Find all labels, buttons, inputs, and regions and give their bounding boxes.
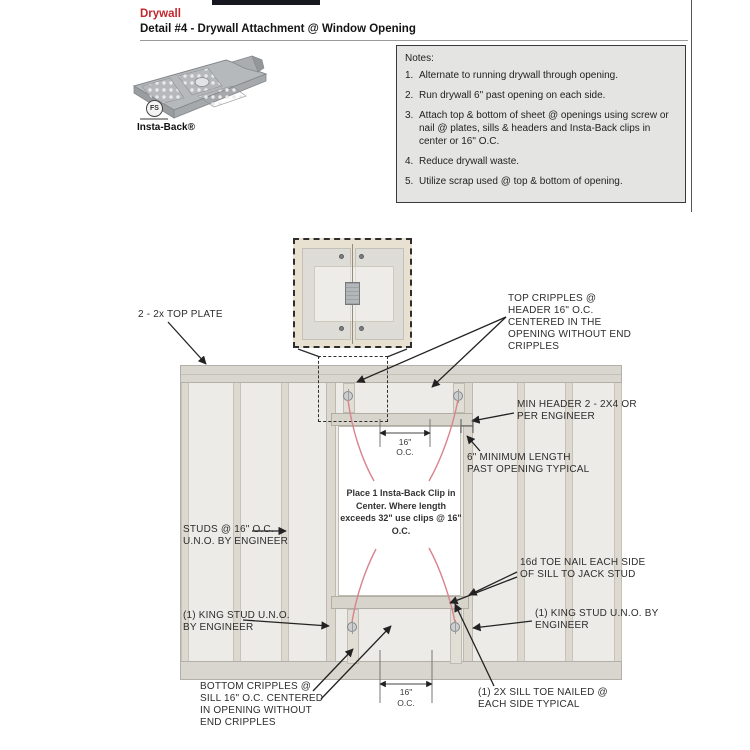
note-item: 4. Reduce drywall waste. (405, 156, 520, 167)
notes-box (396, 45, 686, 203)
bottom-cripple-right (450, 609, 462, 664)
label-min-header: MIN HEADER 2 - 2X4 OR PER ENGINEER (517, 399, 637, 422)
screw-icon (359, 254, 364, 259)
header-divider (140, 40, 688, 41)
insta-back-clip (347, 622, 357, 632)
note-item: 1. Alternate to running drywall through opening. (405, 70, 619, 81)
label-sill: (1) 2X SILL TOE NAILED @ EACH SIDE TYPICAL (478, 687, 608, 710)
label-king-stud-right: (1) KING STUD U.N.O. BY ENGINEER (535, 608, 659, 631)
screw-icon (339, 254, 344, 259)
label-king-stud-left: (1) KING STUD U.N.O. BY ENGINEER (183, 610, 290, 633)
note-item: 2. Run drywall 6" past opening on each side. (405, 90, 606, 101)
dim-unit-bottom: O.C. (397, 698, 415, 708)
label-toe-nail: 16d TOE NAIL EACH SIDE OF SILL TO JACK STUD (520, 557, 646, 580)
clip-detail-inset (293, 238, 412, 348)
insta-back-clip-detail (345, 282, 360, 305)
dim-value-top: 16" (398, 437, 412, 447)
top-plate (181, 366, 621, 383)
opening-center-note: Place 1 Insta-Back Clip in Center. Where length exceeds 32" use clips @ 16" O.C. (340, 488, 462, 536)
notes-heading: Notes: (405, 53, 434, 64)
dim-value-bottom: 16" (399, 687, 413, 697)
note-item: 3. Attach top & bottom of sheet @ openings using screw or nail @ plates, sills & headers and Insta-Back clips in center or 16" O.C. (405, 110, 669, 147)
screw-icon (339, 326, 344, 331)
brand-logo-icon: FS (146, 100, 163, 117)
sill (331, 596, 469, 609)
note-item: 5. Utilize scrap used @ top & bottom of opening. (405, 176, 623, 187)
notes-list (405, 69, 677, 188)
logo-tagline-placeholder (140, 118, 168, 120)
dim-unit-top: O.C. (396, 447, 414, 457)
detail-callout-rect (318, 356, 388, 422)
label-min-length: 6" MINIMUM LENGTH PAST OPENING TYPICAL (467, 452, 590, 475)
table-border-line (691, 0, 692, 212)
page-title: Detail #4 - Drywall Attachment @ Window Opening (140, 23, 416, 35)
scan-artifact-bar (212, 0, 320, 5)
insta-back-clip (450, 622, 460, 632)
label-top-cripples: TOP CRIPPLES @ HEADER 16" O.C. CENTERED IN THE OPENING WITHOUT END CRIPPLES (508, 293, 632, 352)
bottom-cripple-left (347, 609, 359, 664)
category-title: Drywall (140, 8, 181, 20)
bottom-plate (181, 661, 621, 679)
label-studs: STUDS @ 16" O.C. U.N.O. BY ENGINEER (183, 524, 289, 547)
stud-seam (517, 383, 525, 661)
screw-icon (359, 326, 364, 331)
brand-name: Insta-Back® (137, 122, 195, 133)
label-top-plate: 2 - 2x TOP PLATE (138, 309, 223, 320)
label-bottom-cripples: BOTTOM CRIPPLES @ SILL 16" O.C. CENTERED IN OPENING WITHOUT END CRIPPLES (200, 681, 324, 728)
insta-back-clip (453, 391, 463, 401)
